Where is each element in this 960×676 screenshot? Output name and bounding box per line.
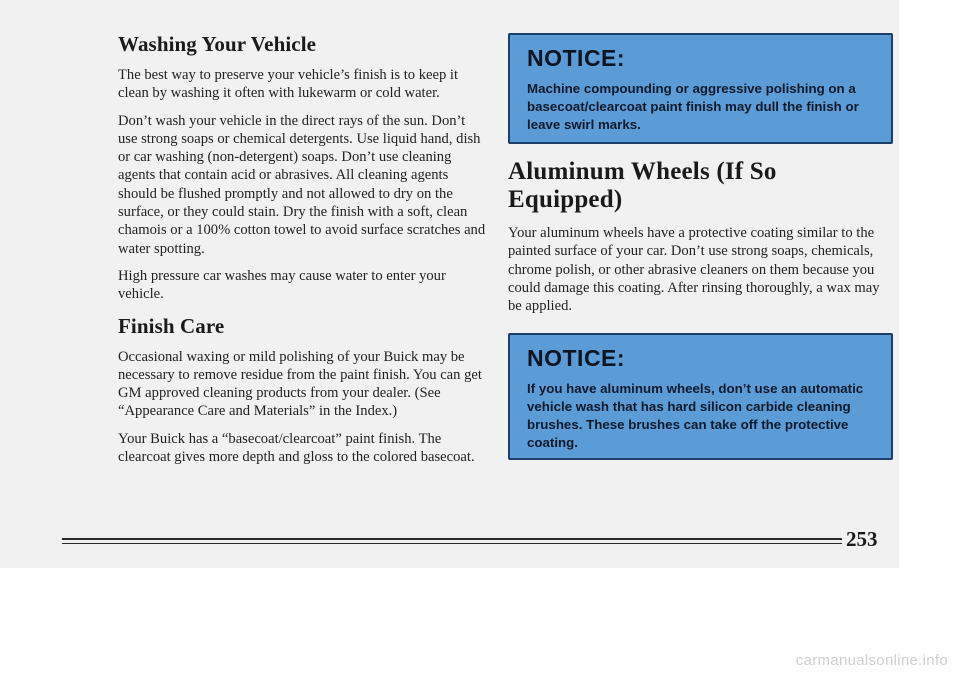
notice-header: NOTICE: <box>527 45 626 71</box>
right-column <box>508 33 893 460</box>
aluminum-wheels-title: Aluminum Wheels (If So Equipped) <box>508 158 777 213</box>
washing-paragraph-2: Don’t wash your vehicle in the direct rays of the sun. Don’t use strong soaps or chemical detergents. Use liquid hand, dish or car washing (non-detergent) soaps. Don’t use cleaning agents that contain acid or abrasives. All cleaning agents should be flushed promptly and not allowed to dry on the surface, or they could stain. Dry the finish with a soft, clean chamois or a 100% cotton towel to avoid surface scratches and water spotting. <box>118 112 486 257</box>
notice-text: Machine compounding or aggressive polishing on a basecoat/clearcoat paint finish may dull the finish or leave swirl marks. <box>527 81 859 132</box>
page-number: 253 <box>846 527 878 551</box>
wheels-paragraph: Your aluminum wheels have a protective coating similar to the painted surface of your car. Don’t use strong soaps, chemicals, chrome polish, or other abrasive cleaners on them because you could damage this coating. After rinsing thoroughly, a wax may be applied. <box>508 225 880 315</box>
finish-care-title: Finish Care <box>118 313 225 338</box>
watermark: carmanualsonline.info <box>795 652 948 669</box>
finish-paragraph-1: Occasional waxing or mild polishing of your Buick may be necessary to remove residue from the paint finish. You can get GM approved cleaning products from your dealer. (See “Appearance Care and Materials” in the Index.) <box>118 348 482 420</box>
notice-header: NOTICE: <box>527 345 626 372</box>
washing-title: Washing Your Vehicle <box>118 32 317 56</box>
footer-rule <box>62 538 842 545</box>
finish-paragraph-2: Your Buick has a “basecoat/clearcoat” paint finish. The clearcoat gives more depth and gloss to the colored basecoat. <box>118 430 475 466</box>
left-column <box>118 32 488 475</box>
notice-text: If you have aluminum wheels, don’t use an automatic vehicle wash that has hard silicon carbide cleaning brushes. These brushes can take off the protective coating. <box>527 381 864 451</box>
washing-paragraph-3: High pressure car washes may cause water to enter your vehicle. <box>118 267 446 303</box>
notice-box-polishing <box>508 33 893 144</box>
washing-paragraph-1: The best way to preserve your vehicle’s finish is to keep it clean by washing it often with lukewarm or cold water. <box>118 67 459 102</box>
notice-box-wheels <box>508 333 893 460</box>
